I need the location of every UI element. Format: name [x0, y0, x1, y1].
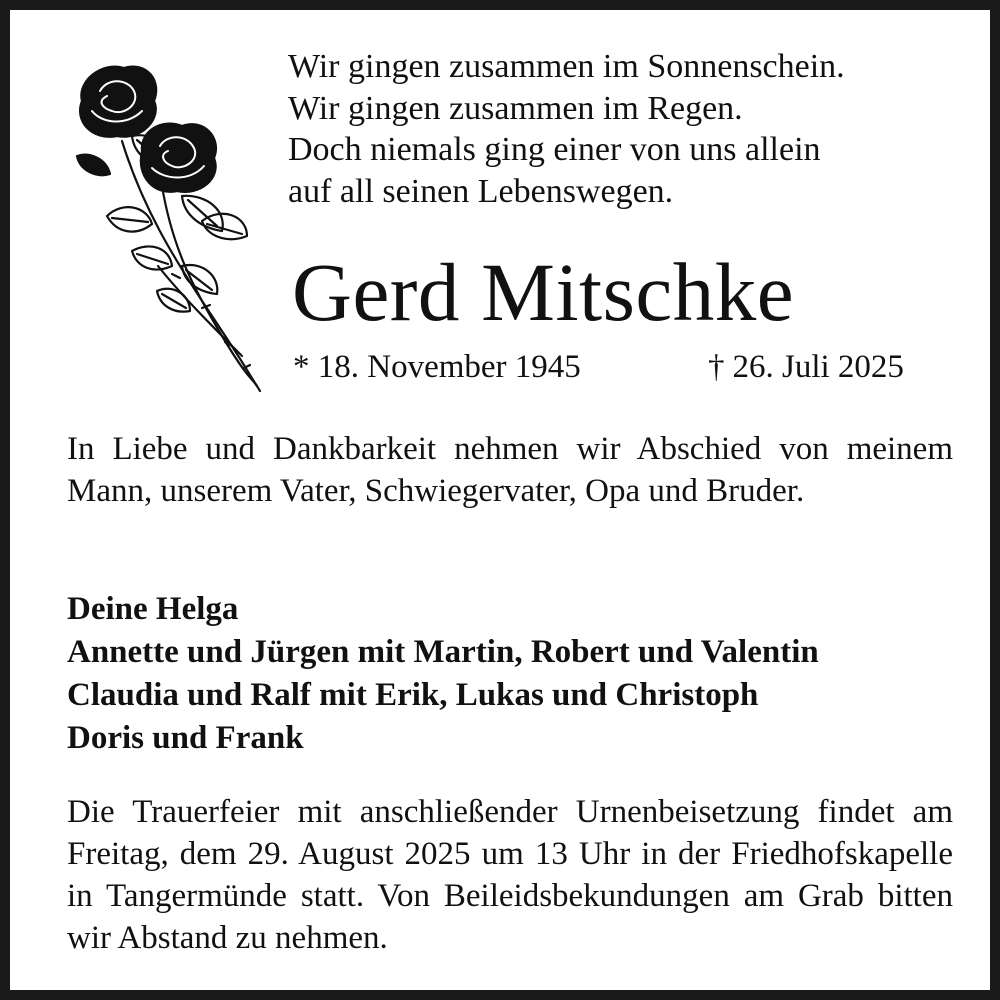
poem-line: Doch niemals ging einer von uns allein	[288, 131, 821, 168]
death-date-value: 26. Juli 2025	[732, 349, 904, 385]
birth-symbol: *	[293, 349, 310, 385]
poem-line: auf all seinen Lebenswegen.	[288, 172, 674, 210]
ceremony-text: Die Trauerfeier mit anschließender Urnenbeisetzung findet am Freitag, dem 29. August 2025 um 13 Uhr in der Friedhofskapelle in Tangermünde statt. Von Beileidsbekundungen am Grab bitten wir Abstand zu nehmen.	[67, 794, 953, 956]
dagger-icon: †	[708, 349, 725, 385]
deceased-name: Gerd Mitschke	[292, 246, 795, 338]
birth-date	[293, 347, 581, 387]
birth-date-value: 18. November 1945	[317, 349, 581, 385]
poem-line: Wir gingen zusammen im Sonnenschein.	[288, 48, 845, 85]
roses-illustration-icon	[62, 56, 272, 396]
family-member: Deine Helga	[67, 591, 239, 627]
family-member: Doris und Frank	[67, 720, 304, 756]
family-list	[67, 588, 957, 760]
death-date	[708, 347, 904, 387]
intro-text: In Liebe und Dankbarkeit nehmen wir Abschied von meinem Mann, unserem Vater, Schwiegervater, Opa und Bruder.	[67, 431, 953, 509]
poem-line: Wir gingen zusammen im Regen.	[288, 89, 743, 127]
family-member: Claudia und Ralf mit Erik, Lukas und Christoph	[67, 677, 759, 713]
poem	[288, 46, 845, 212]
family-member: Annette und Jürgen mit Martin, Robert und Valentin	[67, 634, 819, 670]
